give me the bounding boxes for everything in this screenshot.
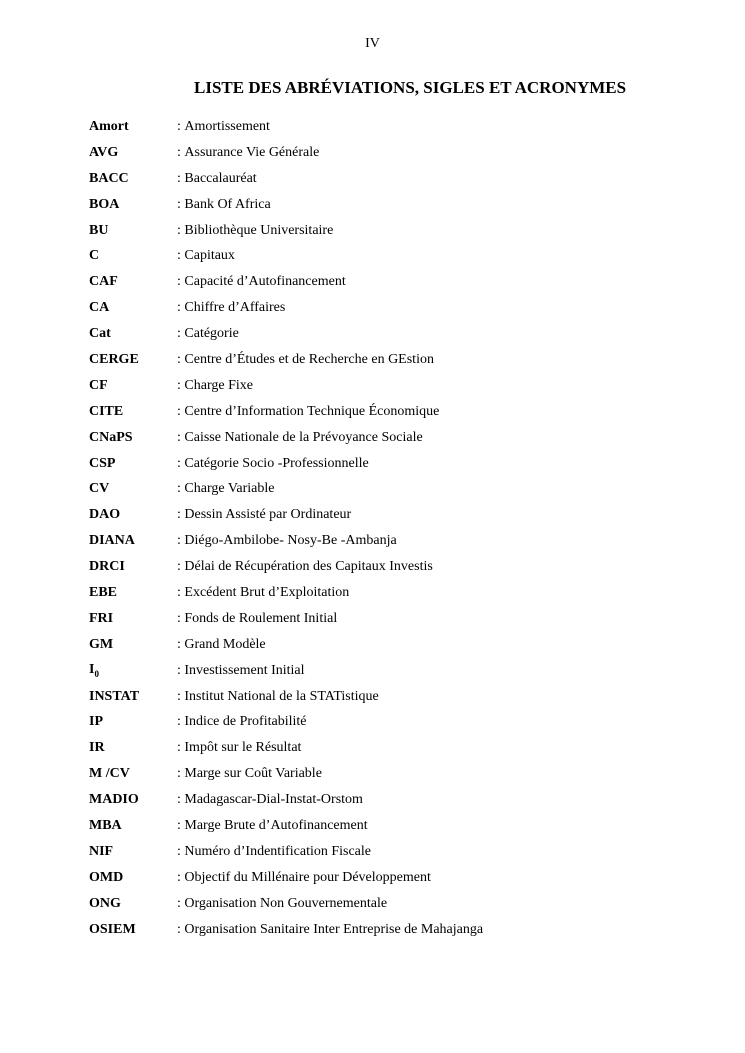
separator: : xyxy=(177,869,185,885)
abbreviation xyxy=(89,145,177,161)
abbreviation xyxy=(89,481,177,497)
definition: Grand Modèle xyxy=(184,636,266,652)
list-item xyxy=(89,425,709,451)
separator: : xyxy=(177,455,185,471)
separator: : xyxy=(177,559,185,575)
list-item xyxy=(89,269,709,295)
abbreviation-text: GM xyxy=(89,636,114,652)
definition: Assurance Vie Générale xyxy=(184,144,320,160)
list-item xyxy=(89,321,709,347)
definition: Chiffre d’Affaires xyxy=(184,300,286,316)
abbreviation-subscript: 0 xyxy=(94,669,99,680)
separator: : xyxy=(177,533,185,549)
abbreviation-text: INSTAT xyxy=(89,688,140,704)
separator: : xyxy=(177,584,185,600)
separator: : xyxy=(177,662,185,678)
abbreviation xyxy=(89,507,177,523)
list-item xyxy=(89,632,709,658)
separator: : xyxy=(177,843,185,859)
list-item xyxy=(89,373,709,399)
abbreviation-text: Amort xyxy=(89,118,129,134)
abbreviation-text: C xyxy=(89,248,100,264)
separator: : xyxy=(177,688,185,704)
abbreviation-text: AVG xyxy=(89,144,119,160)
abbreviation xyxy=(89,326,177,342)
abbreviation-text: ONG xyxy=(89,895,121,911)
abbreviation-text: CSP xyxy=(89,455,116,471)
definition: Capacité d’Autofinancement xyxy=(184,274,346,290)
list-item xyxy=(89,295,709,321)
separator: : xyxy=(177,429,185,445)
definition: Objectif du Millénaire pour Développement xyxy=(184,869,431,885)
separator: : xyxy=(177,170,185,186)
separator: : xyxy=(177,714,185,730)
abbreviation xyxy=(89,766,177,782)
list-item xyxy=(89,451,709,477)
abbreviation-text: CAF xyxy=(89,274,118,290)
list-item xyxy=(89,917,709,943)
list-item xyxy=(89,891,709,917)
separator: : xyxy=(177,222,185,238)
abbreviation-list xyxy=(89,114,709,943)
list-item xyxy=(89,192,709,218)
abbreviation xyxy=(89,844,177,860)
definition: Organisation Sanitaire Inter Entreprise de Mahajanga xyxy=(184,921,484,937)
definition: Madagascar-Dial-Instat-Orstom xyxy=(184,792,363,808)
definition: Bank Of Africa xyxy=(184,196,271,212)
abbreviation xyxy=(89,404,177,420)
definition: Catégorie Socio -Professionnelle xyxy=(184,455,369,471)
list-item xyxy=(89,606,709,632)
abbreviation xyxy=(89,740,177,756)
abbreviation xyxy=(89,714,177,730)
abbreviation xyxy=(89,378,177,394)
list-item xyxy=(89,218,709,244)
abbreviation-text: DRCI xyxy=(89,559,125,575)
separator: : xyxy=(177,351,185,367)
separator: : xyxy=(177,196,185,212)
abbreviation xyxy=(89,533,177,549)
separator: : xyxy=(177,403,185,419)
abbreviation xyxy=(89,896,177,912)
separator: : xyxy=(177,326,185,342)
abbreviation xyxy=(89,197,177,213)
separator: : xyxy=(177,636,185,652)
definition: Caisse Nationale de la Prévoyance Sociale xyxy=(184,429,423,445)
separator: : xyxy=(177,792,185,808)
list-item xyxy=(89,166,709,192)
abbreviation-text: M /CV xyxy=(89,766,130,782)
abbreviation-text: Cat xyxy=(89,326,111,342)
abbreviation-text: OSIEM xyxy=(89,921,136,937)
abbreviation xyxy=(89,611,177,627)
definition: Fonds de Roulement Initial xyxy=(184,610,338,626)
definition: Investissement Initial xyxy=(184,662,305,678)
separator: : xyxy=(177,481,185,497)
abbreviation xyxy=(89,559,177,575)
definition: Charge Fixe xyxy=(184,377,253,393)
definition: Bibliothèque Universitaire xyxy=(184,222,334,238)
abbreviation-text: FRI xyxy=(89,610,114,626)
page-title: LISTE DES ABRÉVIATIONS, SIGLES ET ACRONYMES xyxy=(194,78,627,97)
abbreviation xyxy=(89,223,177,239)
abbreviation xyxy=(89,689,177,705)
abbreviation-text: IP xyxy=(89,714,103,730)
abbreviation xyxy=(89,248,177,264)
definition: Capitaux xyxy=(184,248,235,264)
list-item xyxy=(89,399,709,425)
definition: Centre d’Information Technique Économique xyxy=(184,403,440,419)
abbreviation xyxy=(89,171,177,187)
list-item xyxy=(89,554,709,580)
definition: Centre d’Études et de Recherche en GEstion xyxy=(184,351,434,367)
definition: Indice de Profitabilité xyxy=(184,714,307,730)
list-item xyxy=(89,787,709,813)
list-item xyxy=(89,865,709,891)
separator: : xyxy=(177,300,185,316)
definition: Amortissement xyxy=(184,118,270,134)
abbreviation-text: BU xyxy=(89,222,109,238)
abbreviation xyxy=(89,818,177,834)
definition: Marge sur Coût Variable xyxy=(184,766,322,782)
separator: : xyxy=(177,766,185,782)
page-number: IV xyxy=(365,36,380,51)
definition: Organisation Non Gouvernementale xyxy=(184,895,388,911)
abbreviation-text: MBA xyxy=(89,817,122,833)
list-item xyxy=(89,761,709,787)
abbreviation-text: OMD xyxy=(89,869,124,885)
abbreviation-text: DAO xyxy=(89,507,121,523)
abbreviation-text: NIF xyxy=(89,843,114,859)
list-item xyxy=(89,140,709,166)
separator: : xyxy=(177,740,185,756)
separator: : xyxy=(177,921,185,937)
abbreviation-text: CA xyxy=(89,300,110,316)
list-item xyxy=(89,528,709,554)
abbreviation xyxy=(89,430,177,446)
definition: Diégo-Ambilobe- Nosy-Be -Ambanja xyxy=(184,533,397,549)
definition: Institut National de la STATistique xyxy=(184,688,379,704)
abbreviation xyxy=(89,662,177,679)
abbreviation xyxy=(89,922,177,938)
list-item xyxy=(89,684,709,710)
separator: : xyxy=(177,895,185,911)
abbreviation-text: CERGE xyxy=(89,351,139,367)
abbreviation-text: BACC xyxy=(89,170,129,186)
list-item xyxy=(89,580,709,606)
list-item xyxy=(89,476,709,502)
abbreviation xyxy=(89,352,177,368)
abbreviation-text: CITE xyxy=(89,403,124,419)
list-item xyxy=(89,347,709,373)
abbreviation-text: IR xyxy=(89,740,105,756)
abbreviation-text: EBE xyxy=(89,584,118,600)
abbreviation xyxy=(89,870,177,886)
definition: Numéro d’Indentification Fiscale xyxy=(184,843,371,859)
abbreviation-text: CV xyxy=(89,481,110,497)
separator: : xyxy=(177,118,185,134)
separator: : xyxy=(177,248,185,264)
abbreviation-text: I xyxy=(89,662,95,678)
abbreviation-text: CF xyxy=(89,377,108,393)
separator: : xyxy=(177,274,185,290)
definition: Excédent Brut d’Exploitation xyxy=(184,584,350,600)
definition: Catégorie xyxy=(184,326,239,342)
definition: Dessin Assisté par Ordinateur xyxy=(184,507,352,523)
abbreviation xyxy=(89,274,177,290)
abbreviation-text: BOA xyxy=(89,196,120,212)
abbreviation-text: DIANA xyxy=(89,533,135,549)
list-item xyxy=(89,114,709,140)
separator: : xyxy=(177,144,185,160)
separator: : xyxy=(177,610,185,626)
list-item xyxy=(89,813,709,839)
abbreviation xyxy=(89,300,177,316)
separator: : xyxy=(177,817,185,833)
list-item xyxy=(89,735,709,761)
abbreviation xyxy=(89,119,177,135)
abbreviation xyxy=(89,792,177,808)
list-item xyxy=(89,243,709,269)
abbreviation xyxy=(89,585,177,601)
definition: Baccalauréat xyxy=(184,170,257,186)
separator: : xyxy=(177,377,185,393)
definition: Charge Variable xyxy=(184,481,275,497)
abbreviation-text: MADIO xyxy=(89,792,139,808)
definition: Impôt sur le Résultat xyxy=(184,740,302,756)
list-item xyxy=(89,839,709,865)
list-item xyxy=(89,502,709,528)
abbreviation xyxy=(89,637,177,653)
definition: Marge Brute d’Autofinancement xyxy=(184,817,368,833)
abbreviation xyxy=(89,456,177,472)
separator: : xyxy=(177,507,185,523)
definition: Délai de Récupération des Capitaux Investis xyxy=(184,559,433,575)
list-item xyxy=(89,709,709,735)
abbreviation-text: CNaPS xyxy=(89,429,133,445)
list-item xyxy=(89,658,709,684)
